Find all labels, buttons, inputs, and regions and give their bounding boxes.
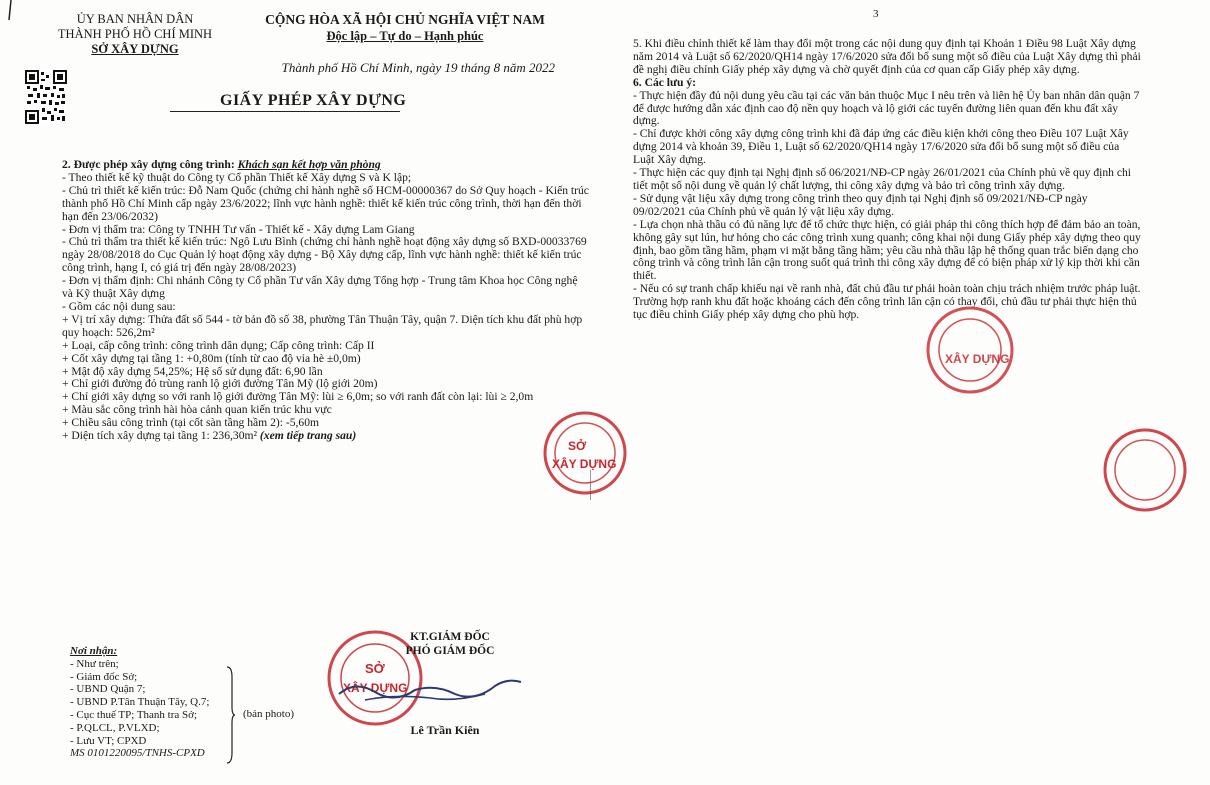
body-line: - Đơn vị thẩm tra: Công ty TNHH Tư vấn - Thiết kế - Xây dựng Lam Giang [62, 222, 415, 236]
sign-line-1: KT.GIÁM ĐỐC [410, 631, 490, 643]
permit-body [62, 159, 590, 443]
official-stamp-partial-right [1090, 425, 1170, 515]
stamp-center-1: SỞ [365, 661, 385, 676]
official-stamp-partial [530, 408, 617, 498]
svg-text:XÂY DỰNG: XÂY DỰNG [945, 352, 1010, 366]
bracket-mark [226, 665, 236, 765]
nation-title: CỘNG HÒA XÃ HỘI CHỦ NGHĨA VIỆT NAM [265, 12, 545, 27]
body-line: + Mật độ xây dựng 54,25%; Hệ số sử dụng đất: 6,90 lần [62, 364, 323, 378]
body-line-last [62, 430, 590, 443]
issue-date: Thành phố Hồ Chí Minh, ngày 19 tháng 8 năm 2022 [281, 60, 555, 75]
note-item: - Thực hiện các quy định tại Nghị định số 06/2021/NĐ-CP ngày 26/01/2021 của Chính phủ về quy định chi tiết một số nội dung về quản lý chất lượng, thi công xây dựng và bảo trì công trình xây dựng. [633, 166, 1131, 192]
org-line-1: ỦY BAN NHÂN DÂN [76, 12, 194, 26]
section-2-heading [62, 159, 590, 172]
body-line: + Cốt xây dựng tại tầng 1: +0,80m (tính từ cao độ vỉa hè ±0,0m) [62, 351, 361, 365]
note-item: - Chỉ được khởi công xây dựng công trình khi đã đáp ứng các điều kiện khởi công theo Điều 107 Luật Xây dựng 2014 và khoản 39, Điều 1, Luật số 62/2020/QH14 ngày 17/6/2020 sửa đổi bổ sung một số điều của Luật Xây dựng. [633, 127, 1129, 167]
body-line: + Vị trí xây dựng: Thửa đất số 544 - tờ bản đồ số 38, phường Tân Thuận Tây, quận 7. Diện tích khu đất phù hợp quy hoạch: 526,2m² [62, 312, 583, 339]
photo-note: (bản photo) [243, 708, 295, 720]
body-line: + Chiều sâu công trình (tại cốt sàn tầng hầm 2): -5,60m [62, 416, 320, 430]
title-underline [170, 111, 400, 112]
body-line: - Theo thiết kế kỹ thuật do Công ty Cổ phần Thiết kế Xây dựng S và K lập; [62, 170, 412, 184]
section-2-value: Khách sạn kết hợp văn phòng [237, 158, 381, 171]
permit-body-continued [633, 38, 1141, 322]
item-5: 5. Khi điều chỉnh thiết kế làm thay đổi một trong các nội dung quy định tại Khoản 1 Điều 98 Luật Xây dựng năm 2014 và Luật số 62/2020/QH14 ngày 17/6/2020 sửa đổi bổ sung một số điều của Luật Xây dựng thì phải đề nghị điều chỉnh Giấy phép xây dựng và chờ quyết định của cơ quan cấp Giấy phép xây dựng. [633, 37, 1141, 76]
handwritten-signature [335, 672, 525, 712]
recipient-item: - Như trên; [70, 657, 119, 670]
recipients-block [70, 645, 250, 760]
issuing-org-header [40, 12, 230, 57]
body-line: - Chủ trì thẩm tra thiết kế kiến trúc: Ngô Lưu Bình (chứng chỉ hành nghề hoạt động xây dựng số BXD-00033769 ngày 28/08/2018 do Cục Quản lý hoạt động xây dựng - Bộ Xây dựng cấp, lĩnh vực hành nghề: thiết kế kiến trúc công trình, hạng I, có giá trị đến ngày 28/08/2023) [62, 235, 587, 275]
org-line-3: SỞ XÂY DỰNG [91, 42, 179, 56]
document-title: GIẤY PHÉP XÂY DỰNG [220, 92, 407, 109]
note-item: - Nếu có sự tranh chấp khiếu nại về ranh nhà, đất chủ đầu tư phải hoàn toàn chịu trách nhiệm trước pháp luật. Trường hợp ranh khu đất hoặc khoảng cách đến công trình lân cận có thay đổi, chủ đầu tư phải thực hiện thủ tục điều chỉnh Giấy phép xây dựng cho phù hợp. [633, 282, 1141, 322]
note-item: - Sử dụng vật liệu xây dựng trong công trình theo quy định tại Nghị định số 09/2021/NĐ-CP ngày 09/02/2021 của Chính phủ về quản lý vật liệu xây dựng. [633, 191, 1088, 218]
national-header [250, 12, 560, 44]
qr-code-icon [25, 70, 67, 124]
recipient-item: - Lưu VT; CPXD [70, 734, 147, 747]
note-item: - Thực hiện đầy đủ nội dung yêu cầu tại các văn bản thuộc Mục I nêu trên và liên hệ Ủy ban nhân dân quận 7 để được hướng dẫn xác định cao độ nền quy hoạch và lộ giới các tuyến đường liên quan đến khu đất xây dựng. [633, 88, 1140, 128]
recipient-item: - P.QLCL, P.VLXD; [70, 721, 160, 734]
section-2-label: 2. Được phép xây dựng công trình: [62, 158, 238, 171]
recipient-item: - UBND Quận 7; [70, 683, 146, 696]
body-line: - Gồm các nội dung sau: [62, 299, 176, 313]
stamp-center-2: XÂY DỰNG [343, 681, 408, 695]
signer-name: Lê Trần Kiên [410, 723, 480, 737]
recipient-item: - UBND P.Tân Thuận Tây, Q.7; [70, 696, 210, 709]
item-6-title: 6. Các lưu ý: [633, 75, 696, 89]
floor-area-line: + Diện tích xây dựng tại tầng 1: 236,30m² [62, 429, 260, 443]
recipients-heading: Nơi nhận: [70, 645, 118, 657]
nation-motto: Độc lập – Tự do – Hạnh phúc [326, 29, 484, 43]
sign-line-2: PHÓ GIÁM ĐỐC [405, 645, 495, 657]
body-line: + Chỉ giới đường đỏ trùng ranh lộ giới đường Tân Mỹ (lộ giới 20m) [62, 377, 378, 391]
recipient-item: - Giám đốc Sở; [70, 670, 138, 683]
note-item: - Lựa chọn nhà thầu có đủ năng lực để tổ chức thực hiện, có giải pháp thi công thích hợp để đảm bảo an toàn, không gây sụt lún, hư hỏng cho các công trình xung quanh; công khai nội dung Giấy phép xây dựng theo quy định, bao gồm tầng hầm, phạm vi mặt bằng tầng hầm; yêu cầu nhà thầu lập hệ thống quan trắc biến dạng cho công trình và công trình lân cận trong suốt quá trình thi công xây dựng để có biện pháp xử lý kịp thời khi cần thiết. [633, 217, 1141, 283]
body-line: - Đơn vị thẩm định: Chi nhánh Công ty Cổ phần Tư vấn Xây dựng Tổng hợp - Trung tâm Khoa học Công nghệ và Kỹ thuật Xây dựng [62, 274, 578, 301]
org-line-2: THÀNH PHỐ HỒ CHÍ MINH [57, 27, 213, 41]
continued-note: (xem tiếp trang sau) [259, 429, 357, 443]
page-number: 3 [873, 8, 879, 20]
signature-title [385, 630, 515, 658]
official-stamp [925, 305, 1015, 395]
file-code: MS 0101220095/TNHS-CPXD [70, 747, 205, 760]
recipient-item: - Cục thuế TP; Thanh tra Sở; [70, 708, 198, 721]
body-line: - Chủ trì thiết kế kiến trúc: Đỗ Nam Quốc (chứng chỉ hành nghề số HCM-00000367 do Sở Quy hoạch - Kiến trúc thành phố Hồ Chí Minh cấp ngày 23/6/2022; lĩnh vực hành nghề: thiết kế kiến trúc công trình, thời hạn đến thời hạn đến 23/06/2032) [62, 183, 589, 223]
edge-mark [8, 0, 12, 20]
svg-text:XÂY DỰNG: XÂY DỰNG [552, 457, 617, 471]
svg-text:SỞ: SỞ [568, 439, 587, 453]
body-line: + Màu sắc công trình hài hòa cảnh quan kiến trúc khu vực [62, 403, 332, 417]
body-line: + Loại, cấp công trình: công trình dân dụng; Cấp công trình: Cấp II [62, 338, 375, 352]
body-line: + Chỉ giới xây dựng so với ranh lộ giới đường Tân Mỹ: lùi ≥ 6,0m; so với ranh đất còn lại: lùi ≥ 2,0m [62, 390, 534, 404]
